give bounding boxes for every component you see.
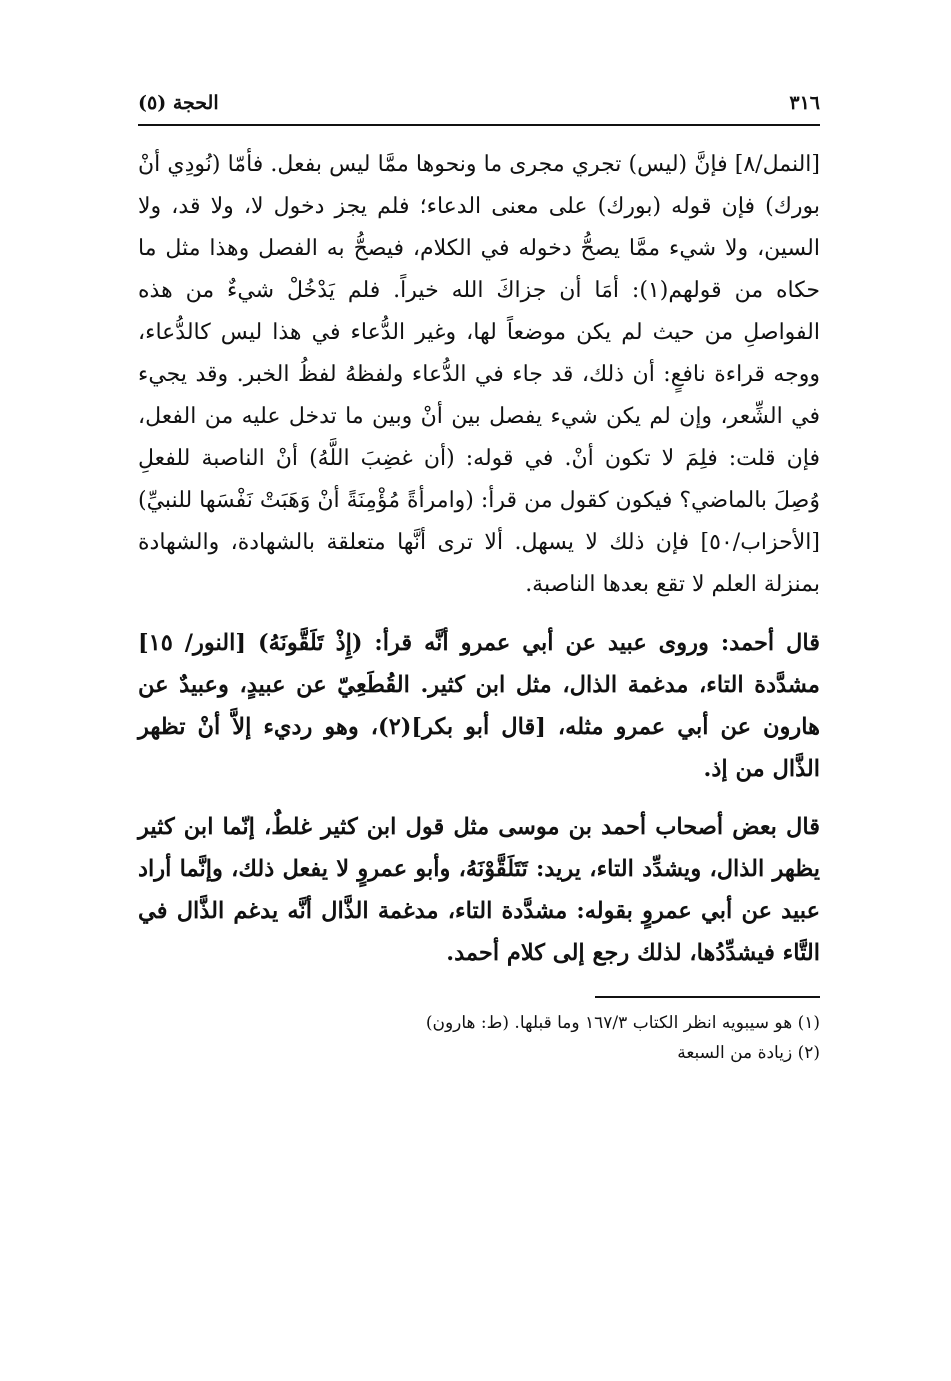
running-title: الحجة (٥) xyxy=(138,92,219,114)
book-page xyxy=(138,88,820,1288)
footnote-1: (١) هو سيبويه انظر الكتاب ١٦٧/٣ وما قبلها. (ط: هارون) xyxy=(425,1013,820,1033)
body-paragraph-1: [النمل/٨] فإنَّ (ليس) تجري مجرى ما ونحوها ممَّا ليس بفعل. فأمّا (نُودِي أنْ بورك) فإن قوله (بورك) على معنى الدعاء؛ فلم يجز دخول لا، ولا قد، ولا السين، ولا شيء ممَّا يصحُّ دخوله في الكلام، فيصحُّ به الفصل وهذا مثل ما حكاه من قولهم(١): أمَا أن جزاكَ الله خيراً. فلم يَدْخُلْ شيءٌ من هذه الفواصلِ من حيث لم يكن موضعاً لها، وغير الدُّعاء في هذا ليس كالدُّعاء، ووجه قراءة نافعٍ: أن ذلك، قد جاء في الدُّعاء ولفظهُ لفظُ الخبر. وقد يجيء في الشِّعر، وإن لم يكن شيء يفصل بين أنْ وبين ما تدخل عليه من الفعل، فإن قلت: فلِمَ لا تكون أنْ. في قوله: (أن غضِبَ اللَّهُ) أنْ الناصبة للفعلِ وُصِلَ بالماضي؟ فيكون كقول من قرأ: (وامرأةً مُؤْمِنَةً أنْ وَهَبَتْ نَفْسَها للنبيِّ) [الأحزاب/٥٠] فإن ذلك لا يسهل. ألا ترى أنَّها متعلقة بالشهادة، والشهادة بمنزلة العلم لا تقع بعدها الناصبة. xyxy=(138,152,821,597)
body-paragraph-2: قال أحمد: وروى عبيد عن أبي عمرو أنَّه قرأ: (إِذْ تَلَقَّونَهُ) [النور/ ١٥] مشدَّدة التاء، مدغمة الذال، مثل ابن كثير. القُطَعِيّ عن عبيدٍ، وعبيدٌ عن هارون عن أبي عمرو مثله، [قال أبو بكر](٢)، وهو رديء إلاَّ أنْ تظهر الذَّال من إذ. xyxy=(138,630,821,782)
footnotes xyxy=(138,1008,820,1068)
page-header xyxy=(138,88,820,126)
page-number: ٣١٦ xyxy=(789,92,820,114)
body-paragraph-3: قال بعض أصحاب أحمد بن موسى مثل قول ابن كثير غلطٌ، إنّما ابن كثير يظهر الذال، ويشدِّد التاء، يريد: تَتَلَقَّوْنَهُ، وأبو عمروٍ لا يفعل ذلك، وإنَّما أراد عبيد عن أبي عمروٍ بقوله: مشدَّدة التاء، مدغمة الذَّال أنَّه يدغم الذَّال في التَّاء فيشدِّدُها، لذلك رجع إلى كلام أحمد. xyxy=(138,814,820,966)
footnote-divider xyxy=(595,996,820,998)
footnote-2: (٢) زيادة من السبعة xyxy=(677,1043,820,1063)
